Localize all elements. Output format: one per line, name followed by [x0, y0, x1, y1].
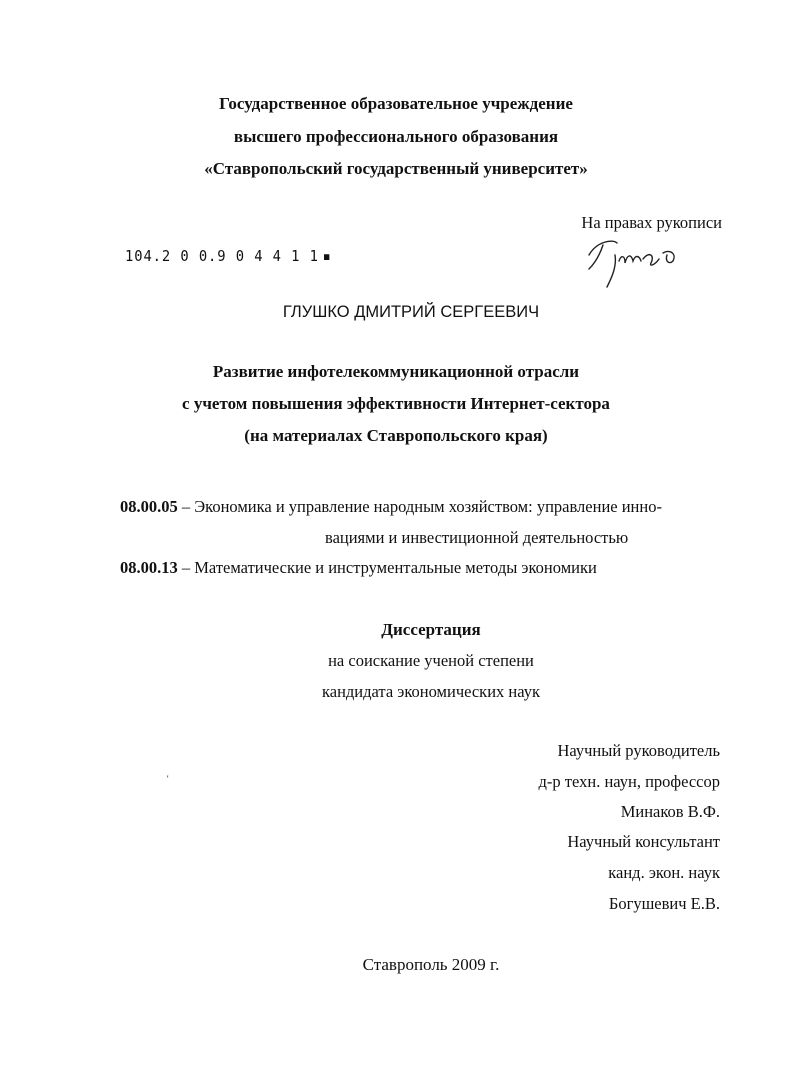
author-name: ГЛУШКО ДМИТРИЙ СЕРГЕЕВИЧ [282, 303, 540, 321]
institution-line-2: высшего профессионального образования [233, 127, 559, 146]
specialty-2-code: 08.00.13 [120, 558, 178, 577]
title-line-2: с учетом повышения эффективности Интернет-сектора [182, 394, 610, 413]
institution-line-1: Государственное образовательное учреждение [219, 94, 573, 113]
work-type-line-2: на соискание ученой степени [328, 651, 534, 670]
advisor-name: Минаков В.Ф. [620, 802, 720, 821]
scan-speck: ʻ [166, 774, 170, 785]
title-line-1: Развитие инфотелекоммуникационной отрасли [212, 362, 580, 381]
specialty-2-text: – Математические и инструментальные методы экономики [177, 558, 597, 577]
specialty-1-text: – Экономика и управление народным хозяйством: управление инно- [177, 497, 662, 516]
specialty-2 [120, 558, 597, 578]
advisor-label: Научный руководитель [557, 741, 720, 760]
institution-line-3: «Ставропольский государственный университет» [204, 159, 588, 178]
work-type-line-3: кандидата экономических наук [321, 682, 540, 701]
registration-number: 104.2 0 0.9 0 4 4 1 1 ▪ [125, 247, 332, 265]
city-year: Ставрополь 2009 г. [362, 955, 500, 974]
manuscript-note: На правах рукописи [581, 213, 722, 232]
specialty-1-code: 08.00.05 [120, 497, 178, 516]
specialty-1-continuation: вациями и инвестиционной деятельностью [325, 528, 629, 547]
work-type-heading: Диссертация [381, 620, 481, 639]
signature [585, 233, 685, 293]
specialty-1 [120, 497, 662, 517]
consultant-name: Богушевич Е.В. [608, 894, 720, 913]
title-line-3: (на материалах Ставропольского края) [244, 426, 548, 445]
consultant-degree: канд. экон. наук [608, 863, 720, 882]
advisor-degree: д-р техн. наун, профессор [538, 772, 720, 791]
consultant-label: Научный консультант [567, 832, 720, 851]
